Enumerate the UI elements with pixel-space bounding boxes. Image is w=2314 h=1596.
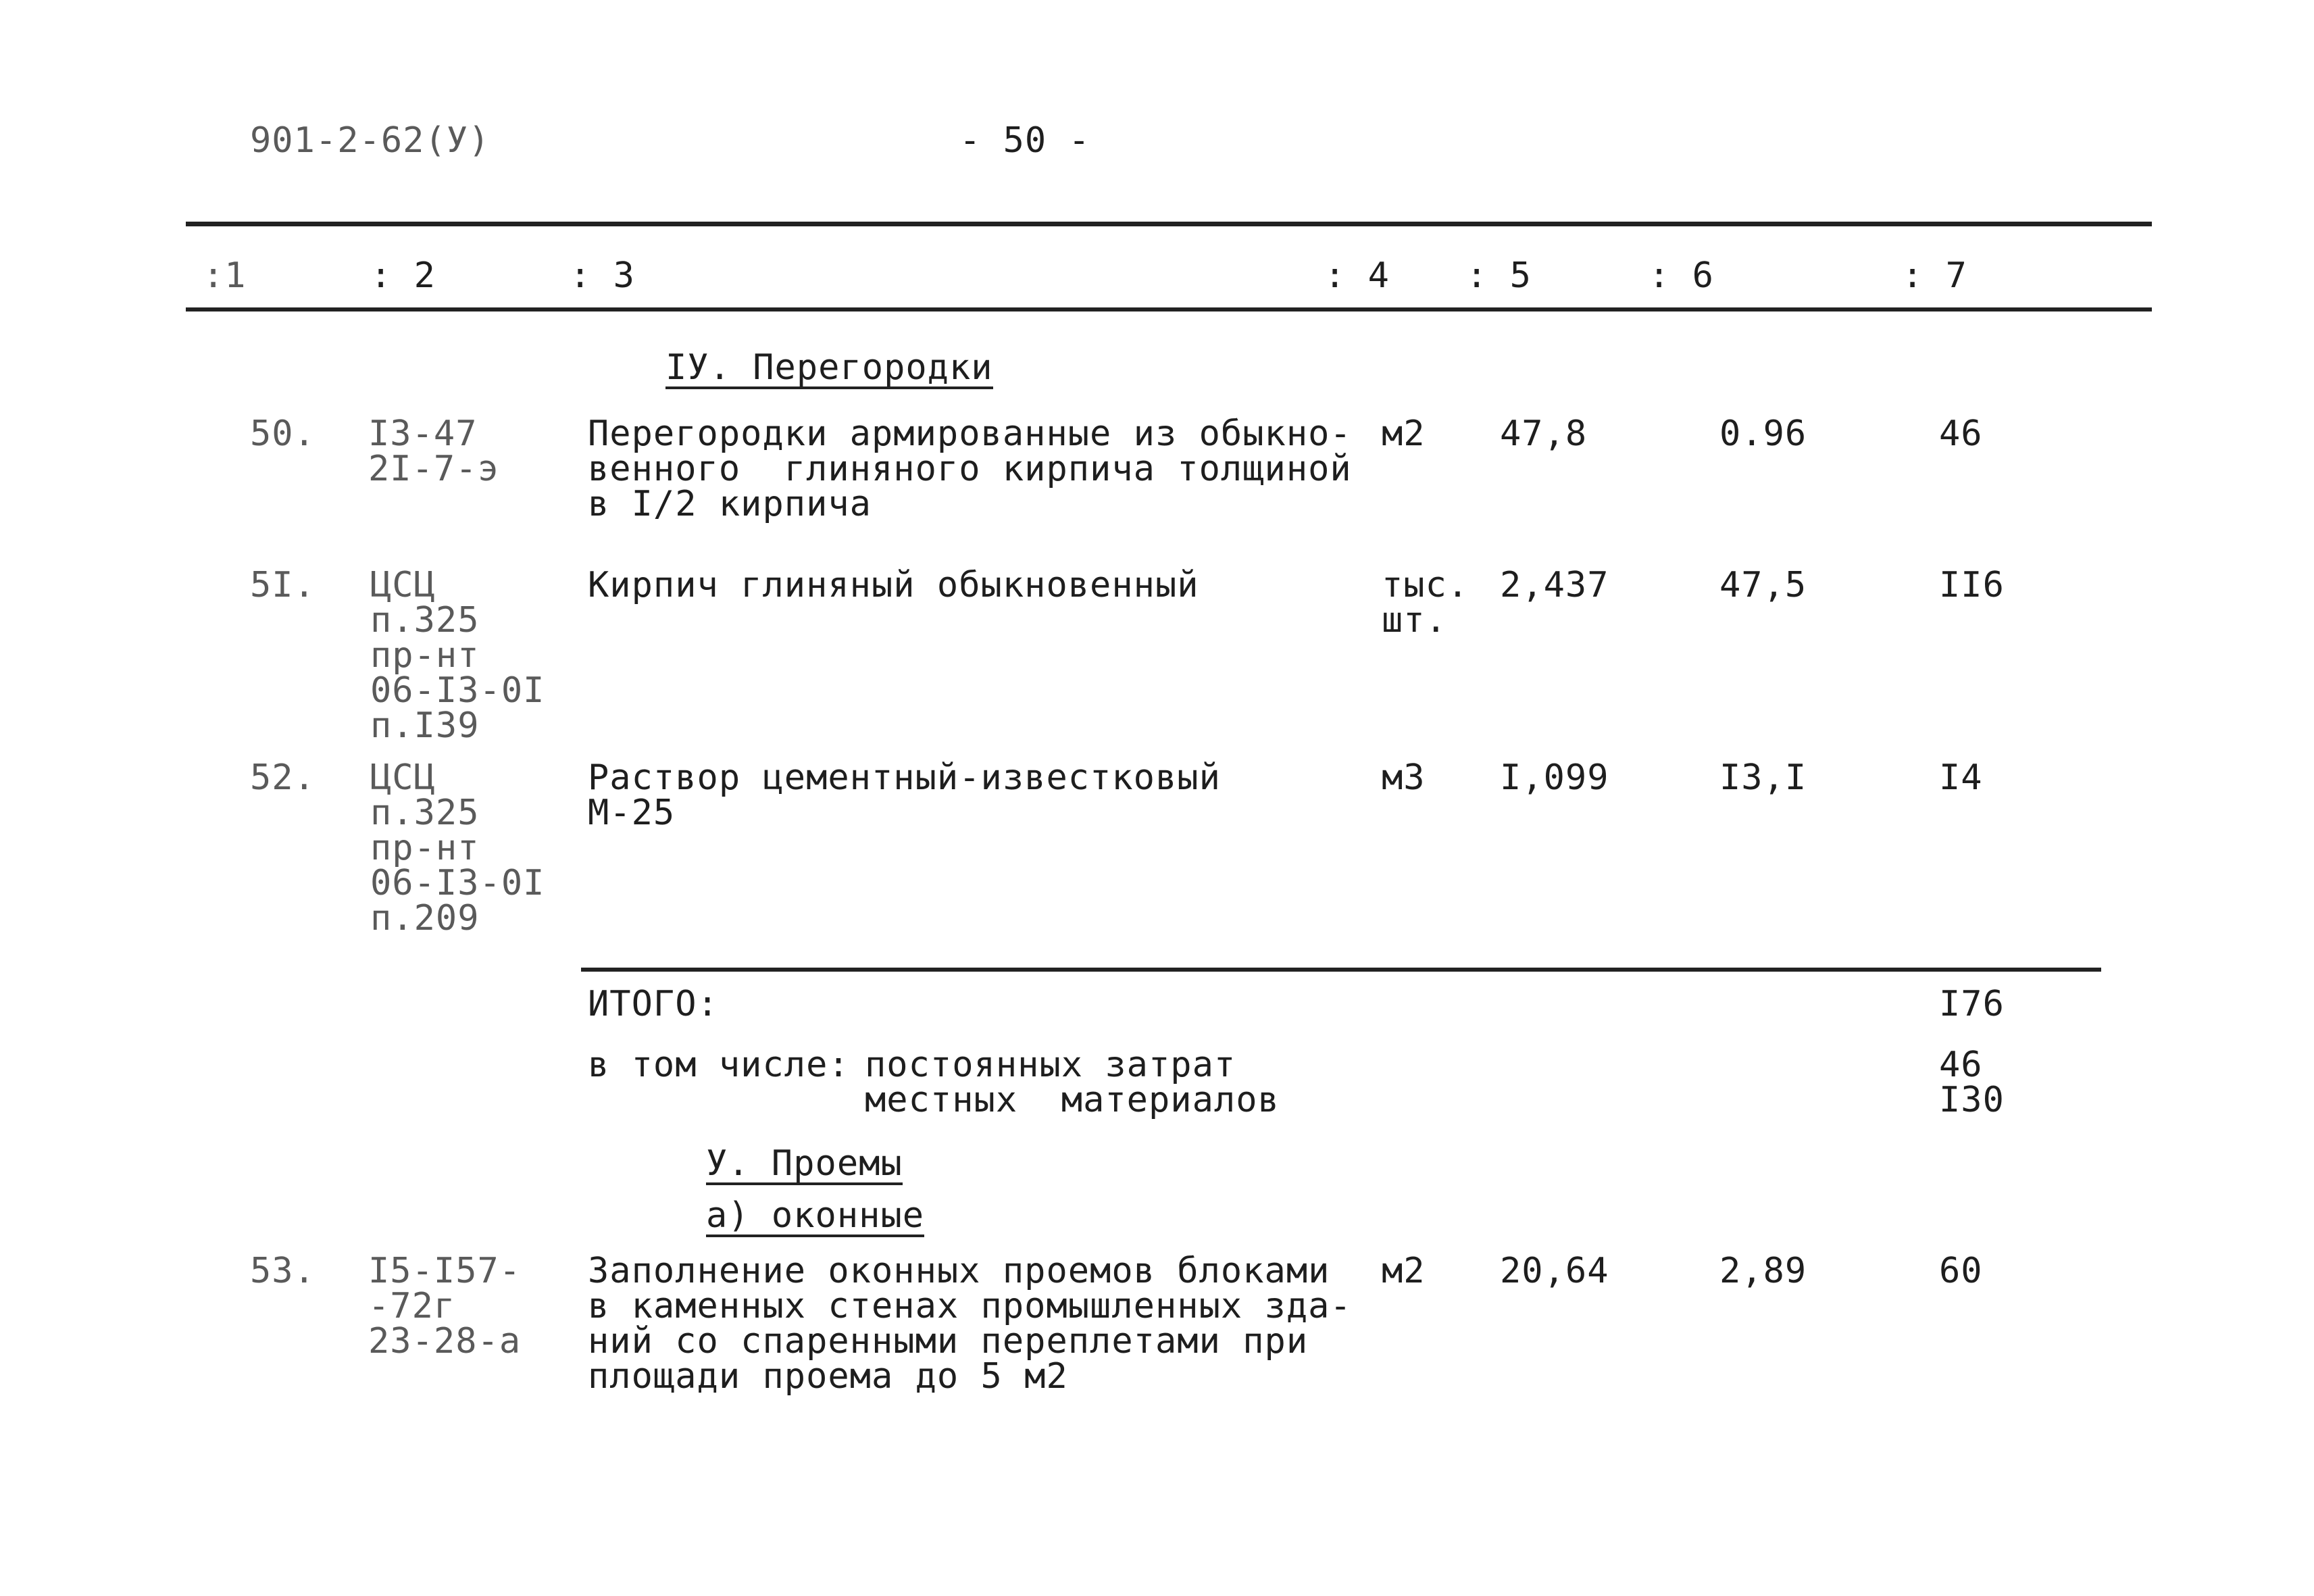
col-header-2: : 2: [370, 255, 436, 296]
including-label: в том числе:: [588, 1045, 850, 1085]
page-number: - 50 -: [959, 120, 1090, 161]
row-52-num: 52.: [250, 757, 316, 798]
row-50-total: 46: [1939, 414, 1983, 454]
row-52-desc: Раствор цементный-известковый М-25: [588, 757, 1221, 833]
row-50-code: I3-47 2I-7-э: [368, 414, 499, 489]
row-50-price: 0.96: [1719, 414, 1807, 454]
col-header-7: : 7: [1902, 255, 1967, 296]
subtotal-rule: [581, 968, 2101, 972]
row-52-price: I3,I: [1719, 757, 1807, 798]
row-51-total: II6: [1939, 565, 2005, 605]
row-51-unit: тыс. шт.: [1382, 565, 1469, 641]
including-values: 46 I30: [1939, 1045, 2005, 1120]
col-header-3: : 3: [570, 255, 635, 296]
row-53-desc: Заполнение оконных проемов блоками в каменных стенах промышленных зда- ний со спаренными переплетами при площади проема до 5 м2: [588, 1251, 1352, 1397]
row-51-desc: Кирпич глиняный обыкновенный: [588, 565, 1199, 605]
row-52-code: ЦСЦ п.325 пр-нт 06-I3-0I п.209: [370, 757, 545, 939]
header-top-rule: [186, 222, 2152, 226]
col-header-4: : 4: [1324, 255, 1390, 296]
section-heading-openings: У. Проемы: [706, 1143, 903, 1184]
row-52-unit: м3: [1382, 757, 1426, 798]
row-50-qty: 47,8: [1500, 414, 1588, 454]
section-heading-partitions: IУ. Перегородки: [665, 347, 993, 388]
row-53-qty: 20,64: [1500, 1251, 1609, 1291]
row-53-price: 2,89: [1719, 1251, 1807, 1291]
total-value: I76: [1939, 984, 2005, 1024]
subsection-heading-windows: а) оконные: [706, 1195, 925, 1236]
row-53-total: 60: [1939, 1251, 1983, 1291]
row-50-desc: Перегородки армированные из обыкно- венного глиняного кирпича толщиной в I/2 кирпича: [588, 414, 1352, 524]
col-header-6: : 6: [1649, 255, 1714, 296]
row-51-price: 47,5: [1719, 565, 1807, 605]
col-header-5: : 5: [1466, 255, 1532, 296]
row-53-unit: м2: [1382, 1251, 1426, 1291]
row-51-code: ЦСЦ п.325 пр-нт 06-I3-0I п.I39: [370, 565, 545, 746]
including-items: постоянных затрат местных материалов: [865, 1045, 1280, 1120]
row-52-total: I4: [1939, 757, 1983, 798]
row-52-qty: I,099: [1500, 757, 1609, 798]
row-51-qty: 2,437: [1500, 565, 1609, 605]
row-50-num: 50.: [250, 414, 316, 454]
row-51-num: 5I.: [250, 565, 316, 605]
row-53-code: I5-I57- -72г 23-28-а: [368, 1251, 522, 1362]
total-label: ИТОГО:: [588, 984, 719, 1024]
col-header-1: :1: [203, 255, 247, 296]
document-code: 901-2-62(У): [250, 120, 491, 161]
row-53-num: 53.: [250, 1251, 316, 1291]
row-50-unit: м2: [1382, 414, 1426, 454]
header-bottom-rule: [186, 307, 2152, 311]
